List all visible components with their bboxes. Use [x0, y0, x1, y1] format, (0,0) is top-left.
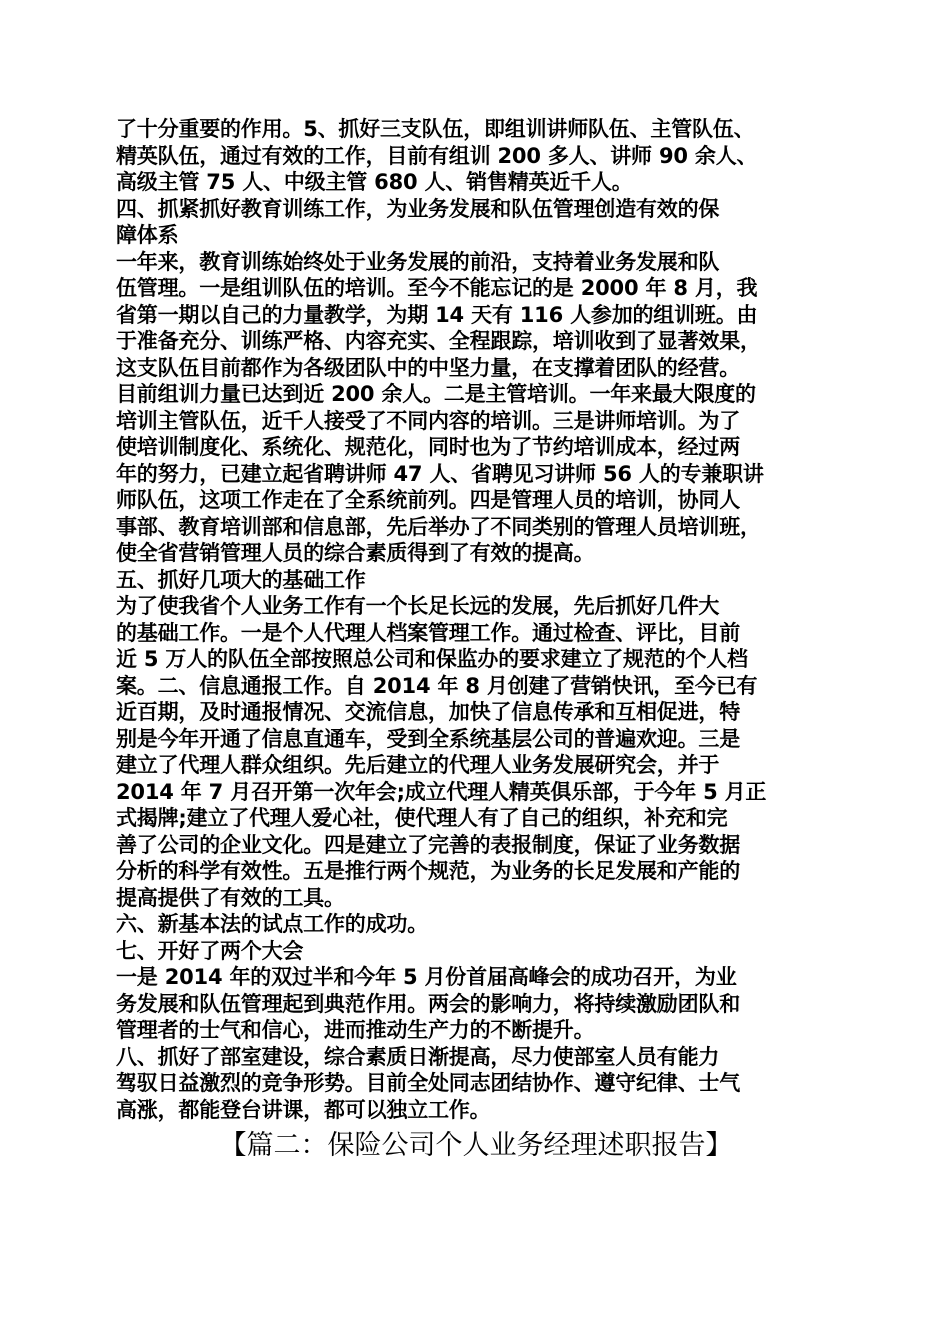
section-heading: 四、抓紧抓好教育训练工作，为业务发展和队伍管理创造有效的保 [116, 196, 720, 221]
text-line: 近 5 万人的队伍全部按照总公司和保监办的要求建立了规范的个人档 [116, 647, 748, 671]
section-heading: 七、开好了两个大会 [116, 938, 304, 963]
text-line: 使全省营销管理人员的综合素质得到了有效的提高。 [116, 541, 595, 565]
section-heading: 五、抓好几项大的基础工作 [116, 567, 366, 592]
text-line: 建立了代理人群众组织。先后建立的代理人业务发展研究会，并于 [116, 753, 720, 777]
section-heading: 障体系 [116, 223, 179, 247]
text-line: 的基础工作。一是个人代理人档案管理工作。通过检查、评比，目前 [116, 620, 740, 645]
text-line: 年的努力，已建立起省聘讲师 47 人、省聘见习讲师 56 人的专兼职讲 [116, 461, 764, 486]
text-line: 精英队伍，通过有效的工作，目前有组训 200 多人、讲师 90 余人、 [116, 143, 758, 168]
text-line: 于准备充分、训练严格、内容充实、全程跟踪，培训收到了显著效果， [116, 329, 761, 353]
text-line: 善了公司的企业文化。四是建立了完善的表报制度，保证了业务数据 [116, 832, 740, 857]
text-line: 高涨，都能登台讲课，都可以独立工作。 [116, 1097, 491, 1122]
text-line: 高级主管 75 人、中级主管 680 人、销售精英近千人。 [116, 170, 633, 194]
text-line: 目前组训力量已达到近 200 余人。二是主管培训。一年来最大限度的 [116, 382, 756, 406]
text-line: 2014 年 7 月召开第一次年会;成立代理人精英俱乐部，于今年 5 月正 [116, 779, 767, 804]
text-line: 管理者的士气和信心，进而推动生产力的不断提升。 [116, 1018, 595, 1042]
text-line: 分析的科学有效性。五是推行两个规范，为业务的长足发展和产能的 [116, 859, 740, 883]
text-line: 一年来，教育训练始终处于业务发展的前沿，支持着业务发展和队 [116, 249, 720, 274]
text-line: 伍管理。一是组训队伍的培训。至今不能忘记的是 2000 年 8 月，我 [116, 276, 758, 300]
section-heading: 六、新基本法的试点工作的成功。 [116, 912, 428, 936]
next-section-title: 【篇二：保险公司个人业务经理述职报告】 [219, 1130, 733, 1161]
text-line: 近百期，及时通报情况、交流信息，加快了信息传承和互相促进，特 [116, 700, 740, 724]
text-line: 案。二、信息通报工作。自 2014 年 8 月创建了营销快讯，至今已有 [116, 673, 758, 698]
text-line: 了十分重要的作用。5、抓好三支队伍，即组训讲师队伍、主管队伍、 [116, 117, 755, 141]
text-line: 为了使我省个人业务工作有一个长足长远的发展，先后抓好几件大 [116, 594, 720, 618]
text-line: 驾驭日益激烈的竞争形势。目前全处同志团结协作、遵守纪律、士气 [116, 1071, 740, 1095]
text-line: 务发展和队伍管理起到典范作用。两会的影响力，将持续激励团队和 [116, 991, 740, 1016]
text-line: 使培训制度化、系统化、规范化，同时也为了节约培训成本，经过两 [116, 435, 740, 459]
text-line: 省第一期以自己的力量教学，为期 14 天有 116 人参加的组训班。由 [116, 302, 758, 327]
section-heading: 八、抓好了部室建设，综合素质日渐提高，尽力使部室人员有能力 [116, 1044, 720, 1069]
text-line: 这支队伍目前都作为各级团队中的中坚力量，在支撑着团队的经营。 [116, 355, 740, 380]
document-body [116, 116, 836, 1123]
text-line: 事部、教育培训部和信息部，先后举办了不同类别的管理人员培训班， [116, 514, 761, 539]
text-line: 别是今年开通了信息直通车，受到全系统基层公司的普遍欢迎。三是 [116, 726, 740, 751]
document-page [116, 116, 836, 1163]
text-line: 式揭牌;建立了代理人爱心社，使代理人有了自己的组织，补充和完 [116, 806, 728, 830]
text-line: 培训主管队伍，近千人接受了不同内容的培训。三是讲师培训。为了 [116, 408, 740, 433]
text-line: 提高提供了有效的工具。 [116, 885, 345, 910]
text-line: 师队伍，这项工作走在了全系统前列。四是管理人员的培训，协同人 [116, 488, 740, 512]
text-line: 一是 2014 年的双过半和今年 5 月份首届高峰会的成功召开，为业 [116, 965, 737, 989]
